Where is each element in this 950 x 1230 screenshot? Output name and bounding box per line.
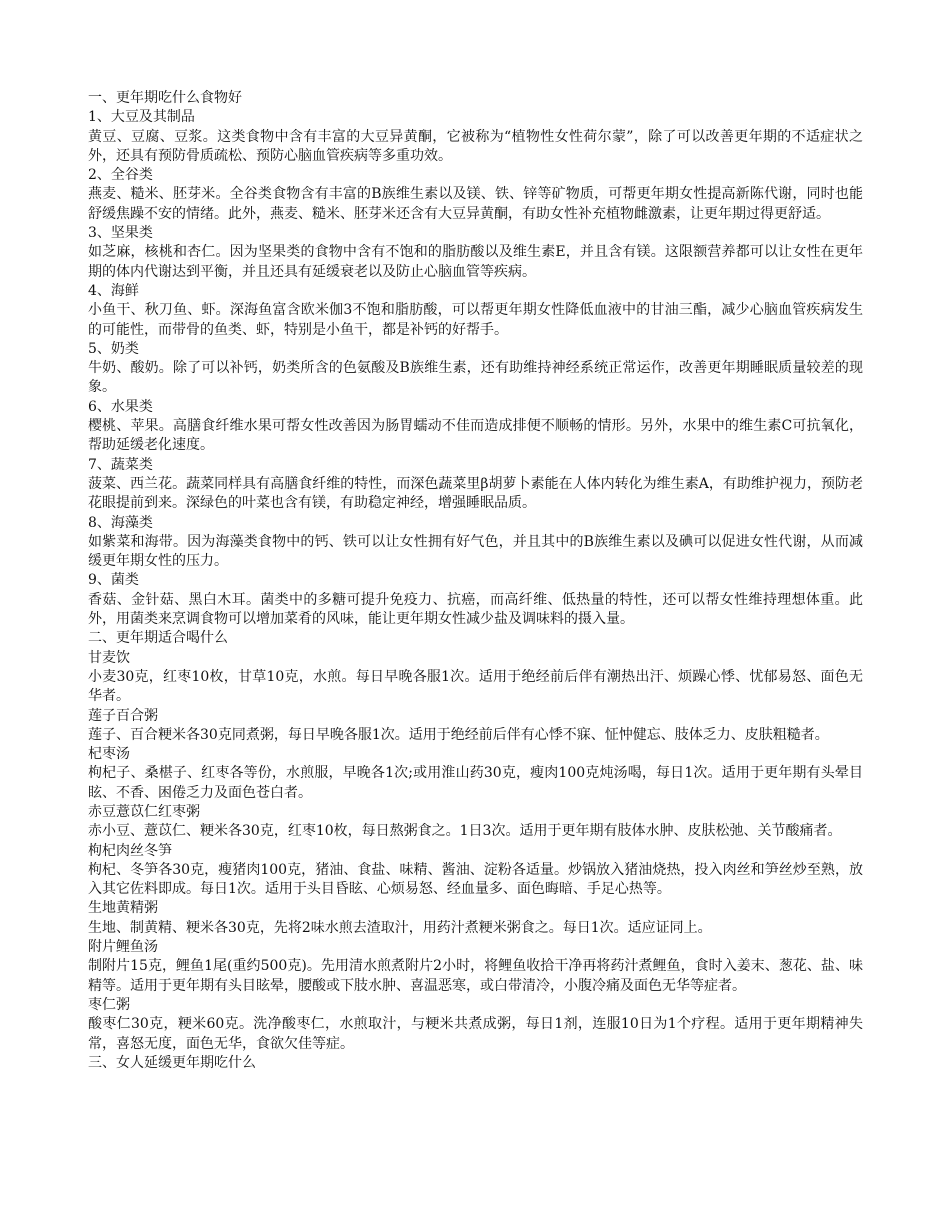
section-heading: 7、蔬菜类 — [88, 456, 153, 473]
section-heading: 枣仁粥 — [88, 996, 130, 1013]
section-heading: 甘麦饮 — [88, 649, 130, 666]
paragraph: 香菇、金针菇、黑白木耳。菌类中的多糖可提升免疫力、抗癌，而高纤维、低热量的特性，还可以帮女性维持理想体重。此外，用菌类来烹调食物可以增加菜肴的风味，能让更年期女性减少盐及调味料的摄入量。 — [88, 591, 863, 628]
section-heading: 生地黄精粥 — [88, 900, 158, 917]
section-heading: 附片鲤鱼汤 — [88, 939, 158, 956]
paragraph: 小鱼干、秋刀鱼、虾。深海鱼富含欧米伽3不饱和脂肪酸，可以帮更年期女性降低血液中的甘油三酯，减少心脑血管疾病发生的可能性，而带骨的鱼类、虾，特别是小鱼干，都是补钙的好帮手。 — [88, 302, 863, 338]
section-heading: 9、菌类 — [88, 572, 139, 589]
paragraph: 小麦30克，红枣10枚，甘草10克，水煎。每日早晚各服1次。适用于绝经前后伴有潮热出汗、烦躁心悸、忧郁易怒、面色无华者。 — [88, 668, 863, 705]
section-heading: 一、更年期吃什么食物好 — [88, 90, 242, 106]
section-heading: 8、海藻类 — [88, 514, 153, 531]
section-heading: 莲子百合粥 — [88, 707, 158, 724]
paragraph: 生地、制黄精、粳米各30克，先将2味水煎去渣取汁，用药汁煮粳米粥食之。每日1次。适应证同上。 — [88, 919, 712, 936]
paragraph: 燕麦、糙米、胚芽米。全谷类食物含有丰富的B族维生素以及镁、铁、锌等矿物质，可帮更年期女性提高新陈代谢，同时也能舒缓焦躁不安的情绪。此外，燕麦、糙米、胚芽米还含有大豆异黄酮，有助女性补充植物雌激素，让更年期过得更舒适。 — [88, 186, 863, 222]
section-heading: 3、坚果类 — [88, 225, 153, 242]
paragraph: 如芝麻，核桃和杏仁。因为坚果类的食物中含有不饱和的脂肪酸以及维生素E，并且含有镁。这限额营养都可以让女性在更年期的体内代谢达到平衡，并且还具有延缓衰老以及防止心脑血管等疾病。 — [88, 244, 863, 280]
section-heading: 1、大豆及其制品 — [88, 109, 195, 126]
paragraph: 牛奶、酸奶。除了可以补钙，奶类所含的色氨酸及B族维生素，还有助维持神经系统正常运作，改善更年期睡眠质量较差的现象。 — [88, 360, 863, 396]
paragraph: 赤小豆、薏苡仁、粳米各30克，红枣10枚，每日熬粥食之。1日3次。适用于更年期有肢体水肿、皮肤松弛、关节酸痛者。 — [88, 823, 842, 840]
section-heading: 三、女人延缓更年期吃什么 — [88, 1054, 256, 1071]
paragraph: 菠菜、西兰花。蔬菜同样具有高膳食纤维的特性，而深色蔬菜里β胡萝卜素能在人体内转化为维生素A，有助维护视力，预防老花眼提前到来。深绿色的叶菜也含有镁，有助稳定神经，增强睡眠品质。 — [88, 475, 863, 512]
document-body — [88, 89, 863, 1073]
section-heading: 赤豆薏苡仁红枣粥 — [88, 803, 200, 820]
section-heading: 6、水果类 — [88, 398, 153, 415]
paragraph: 如紫菜和海带。因为海藻类食物中的钙、铁可以让女性拥有好气色，并且其中的B族维生素以及碘可以促进女性代谢，从而减缓更年期女性的压力。 — [88, 533, 863, 570]
paragraph: 黄豆、豆腐、豆浆。这类食物中含有丰富的大豆异黄酮，它被称为“植物性女性荷尔蒙”，除了可以改善更年期的不适症状之外，还具有预防骨质疏松、预防心脑血管疾病等多重功效。 — [88, 128, 863, 164]
paragraph: 枸杞子、桑椹子、红枣各等份，水煎服，早晚各1次;或用淮山药30克，瘦肉100克炖汤喝，每日1次。适用于更年期有头晕目眩、不香、困倦乏力及面色苍白者。 — [88, 765, 863, 801]
section-heading: 二、更年期适合喝什么 — [88, 630, 228, 647]
paragraph: 樱桃、苹果。高膳食纤维水果可帮女性改善因为肠胃蠕动不佳而造成排便不顺畅的情形。另外，水果中的维生素C可抗氧化，帮助延缓老化速度。 — [88, 418, 863, 454]
section-heading: 枸杞肉丝冬笋 — [88, 842, 172, 859]
section-heading: 杞枣汤 — [88, 746, 130, 763]
paragraph: 制附片15克，鲤鱼1尾(重约500克)。先用清水煎煮附片2小时，将鲤鱼收拾干净再将药汁煮鲤鱼，食时入姜末、葱花、盐、味精等。适用于更年期有头目眩晕，腰酸或下肢水肿、喜温恶寒，或白带清冷，小腹冷痛及面色无华等症者。 — [88, 958, 863, 994]
paragraph: 枸杞、冬笋各30克，瘦猪肉100克，猪油、食盐、味精、酱油、淀粉各适量。炒锅放入猪油烧热，投入肉丝和笋丝炒至熟，放入其它佐料即成。每日1次。适用于头目昏眩、心烦易怒、经血量多、面色晦暗、手足心热等。 — [88, 861, 863, 898]
section-heading: 5、奶类 — [88, 340, 139, 357]
section-heading: 4、海鲜 — [88, 282, 139, 299]
paragraph: 酸枣仁30克，粳米60克。洗净酸枣仁，水煎取汁，与粳米共煮成粥，每日1剂，连服10日为1个疗程。适用于更年期精神失常，喜怒无度，面色无华，食欲欠佳等症。 — [88, 1016, 863, 1052]
section-heading: 2、全谷类 — [88, 167, 153, 184]
paragraph: 莲子、百合粳米各30克同煮粥，每日早晚各服1次。适用于绝经前后伴有心悸不寐、怔忡健忘、肢体乏力、皮肤粗糙者。 — [88, 726, 829, 743]
